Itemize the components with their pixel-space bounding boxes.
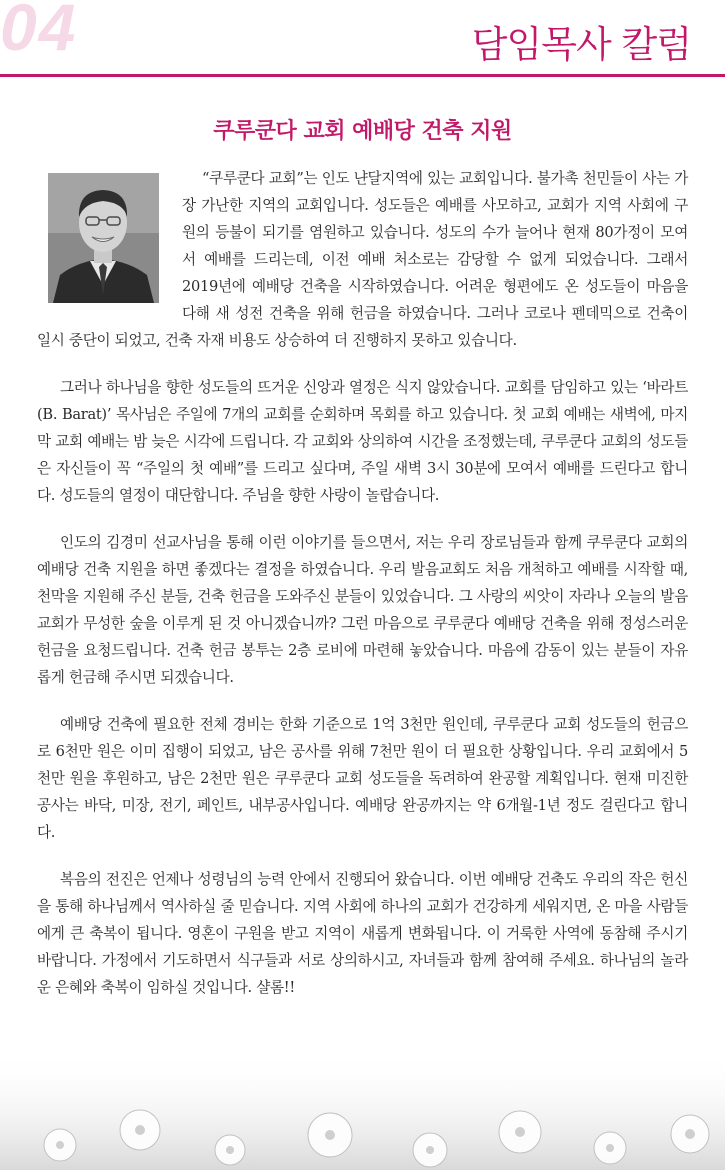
article-title: 쿠루쿤다 교회 예배당 건축 지원	[213, 119, 512, 144]
flower-decoration	[0, 1050, 725, 1170]
header-divider	[0, 74, 725, 77]
portrait-spacer	[37, 169, 182, 321]
page-number: 04	[0, 0, 78, 64]
section-title: 담임목사 칼럼	[471, 23, 691, 66]
article-paragraph: 그러나 하나님을 향한 성도들의 뜨거운 신앙과 열정은 식지 않았습니다. 교회를 담임하고 있는 ‘바라트(B. Barat)’ 목사님은 주일에 7개의 교회를 순회하며 목회를 하고 있습니다. 첫 교회 예배는 새벽에, 마지막 교회 예배는 밤 늦은 시각에 드립니다. 각 교회와 상의하여 시간을 조정했는데, 쿠루쿤다 교회의 성도들은 자신들이 꼭 “주일의 첫 예배”를 드리고 싶다며, 주일 새벽 3시 30분에 모여서 예배를 드린다고 합니다. 성도들의 열정이 대단합니다. 주님을 향한 사랑이 놀랍습니다.	[37, 379, 688, 504]
article-paragraph: 예배당 건축에 필요한 전체 경비는 한화 기준으로 1억 3천만 원인데, 쿠루쿤다 교회 성도들의 헌금으로 6천만 원은 이미 집행이 되었고, 남은 공사를 위해 7천만 원이 더 필요한 상황입니다. 우리 교회에서 5천만 원을 후원하고, 남은 2천만 원은 쿠루쿤다 교회 성도들을 독려하여 완공할 계획입니다. 현재 미진한 공사는 바닥, 미장, 전기, 페인트, 내부공사입니다. 예배당 완공까지는 약 6개월-1년 정도 걸린다고 합니다.	[37, 716, 688, 841]
article-paragraph: 인도의 김경미 선교사님을 통해 이런 이야기를 들으면서, 저는 우리 장로님들과 함께 쿠루쿤다 교회의 예배당 건축 지원을 하면 좋겠다는 결정을 하였습니다. 우리 발음교회도 처음 개척하고 예배를 시작할 때, 천막을 지원해 주신 분들, 건축 헌금을 도와주신 분들이 있었습니다. 그 사랑의 씨앗이 자라나 오늘의 발음교회가 무성한 숲을 이루게 된 것 아니겠습니까? 그런 마음으로 쿠루쿤다 예배당 건축을 위해 정성스러운 헌금을 요청드립니다. 건축 헌금 봉투는 2층 로비에 마련해 놓았습니다. 마음에 감동이 있는 분들이 자유롭게 헌금해 주시면 되겠습니다.	[37, 534, 688, 686]
article-body	[37, 165, 688, 1021]
article-paragraph: 복음의 전진은 언제나 성령님의 능력 안에서 진행되어 왔습니다. 이번 예배당 건축도 우리의 작은 헌신을 통해 하나님께서 역사하실 줄 믿습니다. 지역 사회에 하나의 교회가 건강하게 세워지면, 온 마을 사람들에게 큰 축복이 됩니다. 영혼이 구원을 받고 지역이 새롭게 변화됩니다. 이 거룩한 사역에 동참해 주시기 바랍니다. 가정에서 기도하면서 식구들과 서로 상의하시고, 자녀들과 함께 참여해 주세요. 하나님의 놀라운 은혜와 축복이 임하실 것입니다. 샬롬!!	[37, 871, 688, 996]
article-paragraph	[37, 165, 688, 354]
paragraph-text: “쿠루쿤다 교회”는 인도 냔달지역에 있는 교회입니다. 불가촉 천민들이 사는 가장 가난한 지역의 교회입니다. 성도들은 예배를 사모하고, 교회가 지역 사회에 구원의 등불이 되기를 염원하고 있습니다. 성도의 수가 늘어나 현재 80가정이 모여서 예배를 드리는데, 이전 예배 처소로는 감당할 수 없게 되었습니다. 그래서 2019년에 예배당 건축을 시작하였습니다. 어려운 형편에도 온 성도들이 마음을 다해 새 성전 건축을 위해 헌금을 하였습니다. 그러나 코로나 펜데믹으로 건축이 일시 중단이 되었고, 건축 자재 비용도 상승하여 더 진행하지 못하고 있습니다.	[37, 170, 688, 349]
